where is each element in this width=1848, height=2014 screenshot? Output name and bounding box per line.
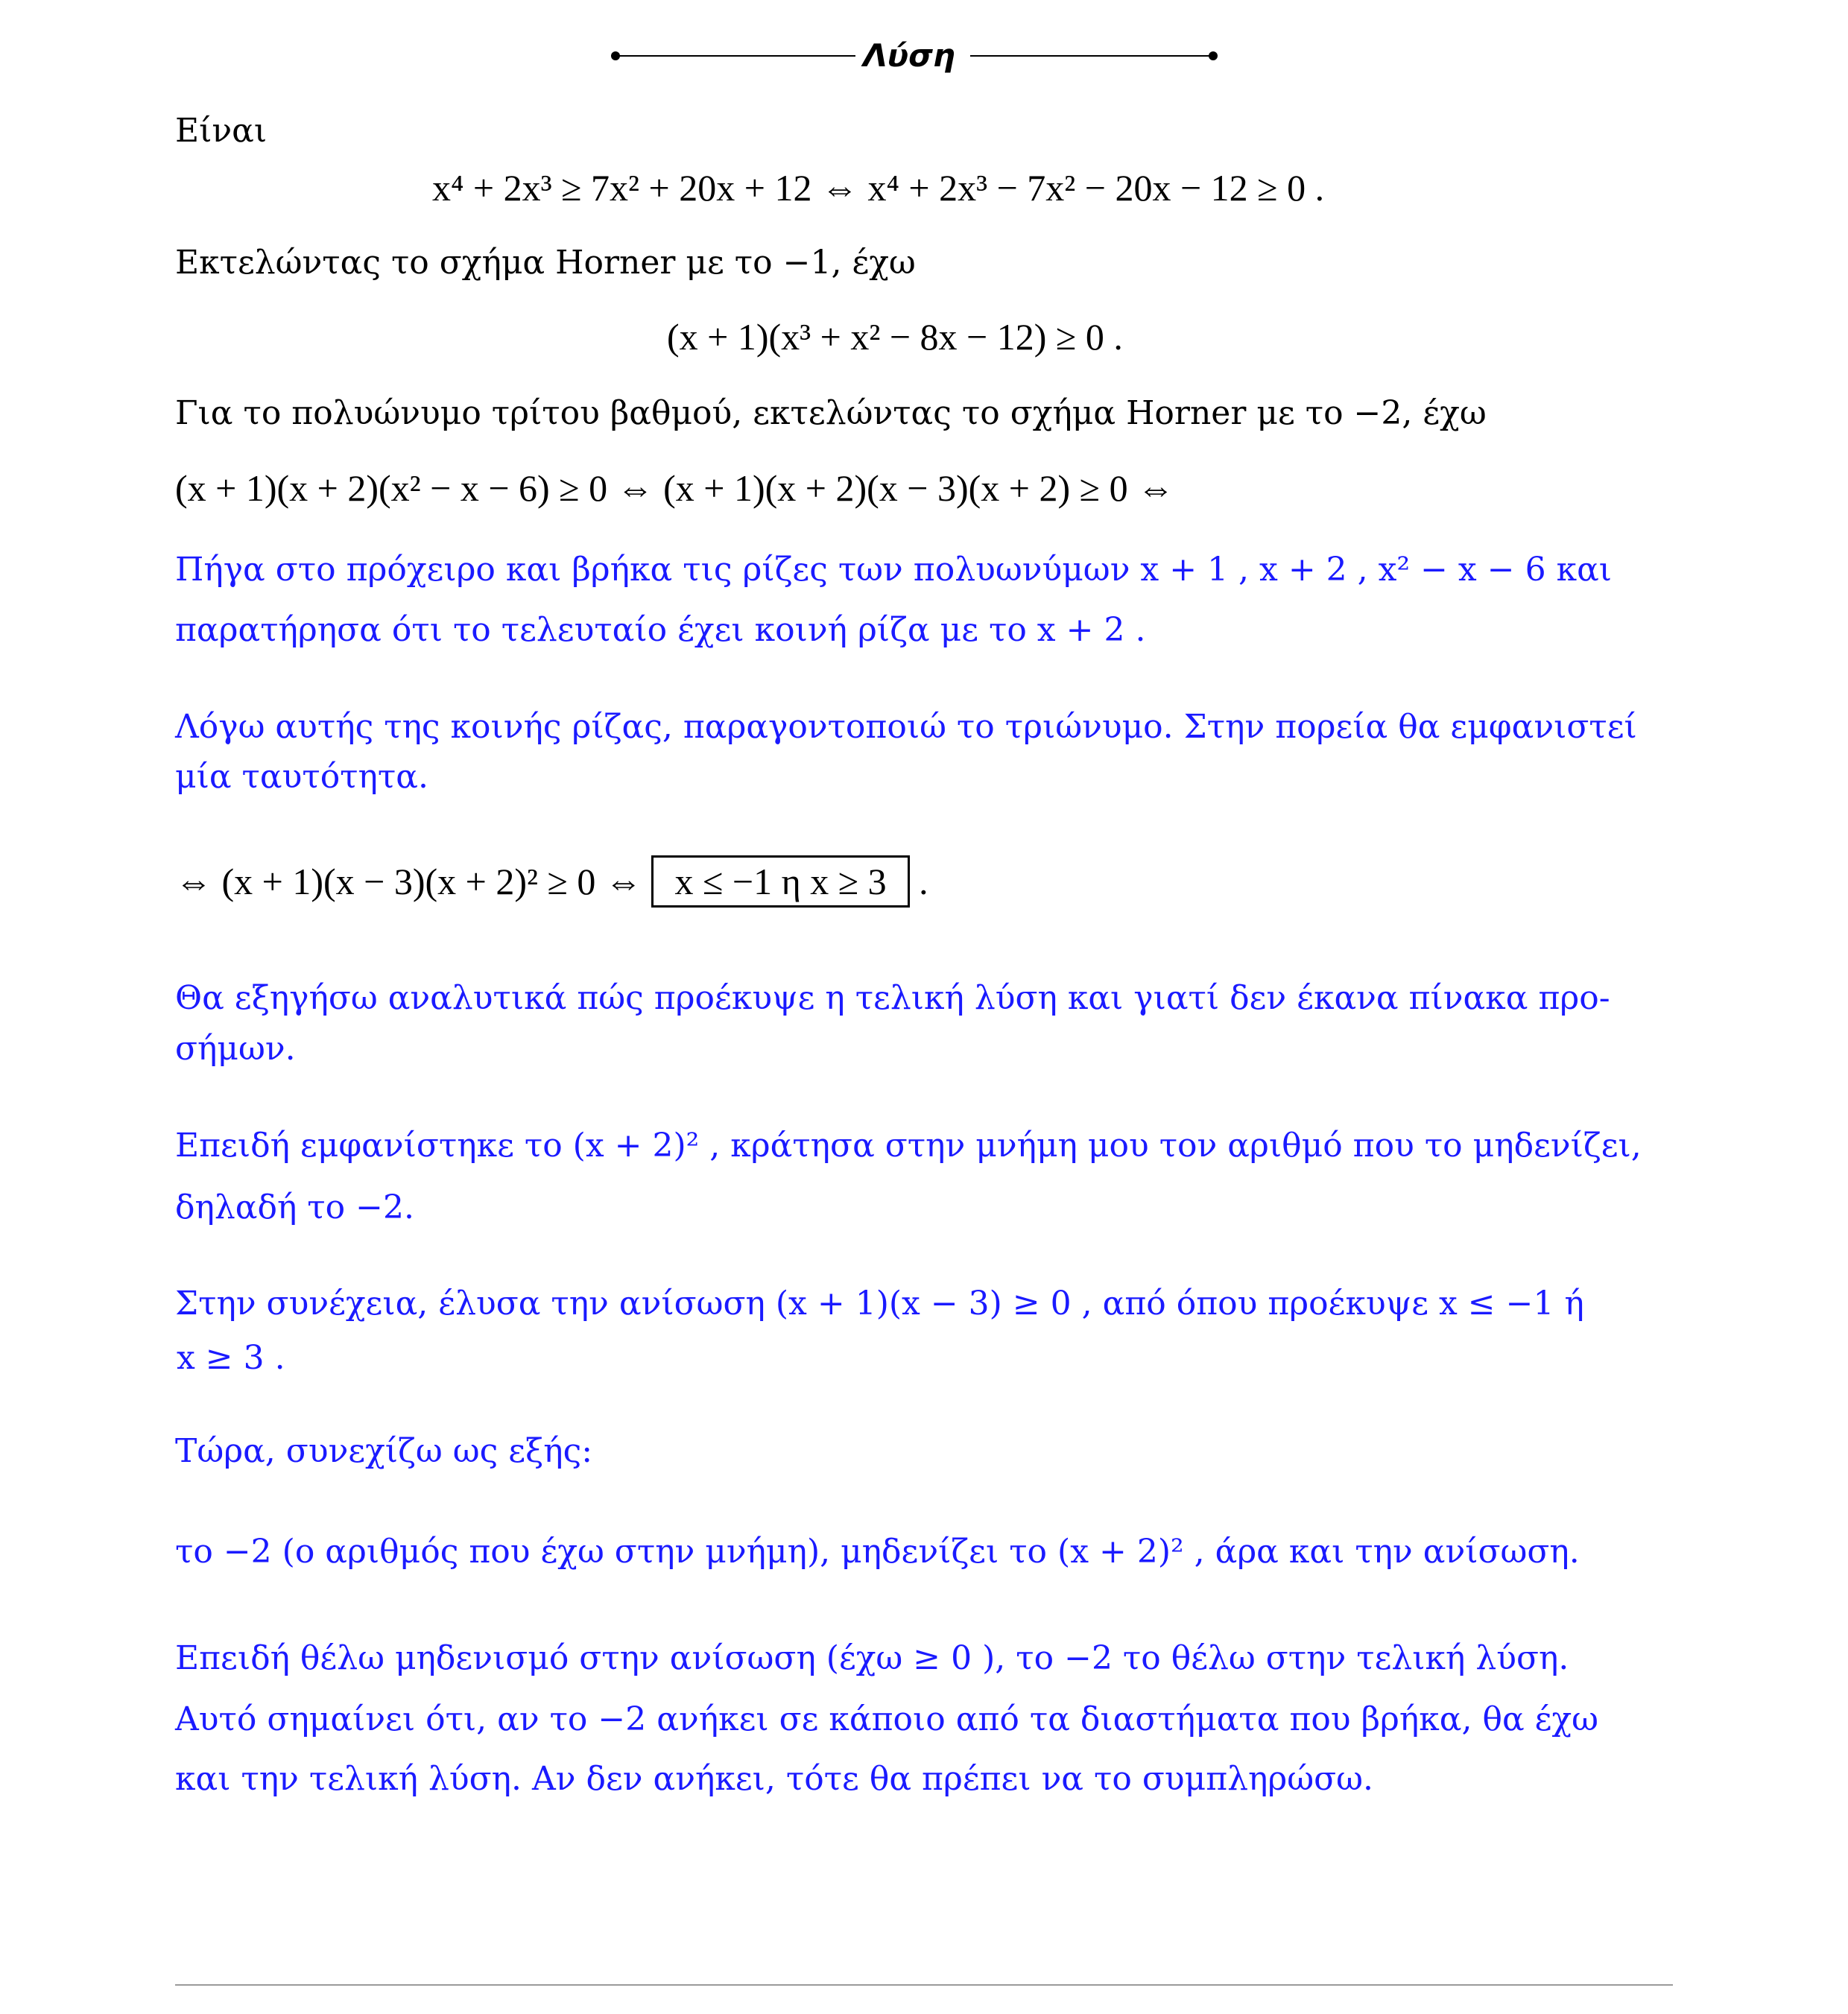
heading-title: Λύση [863, 37, 955, 74]
horner-step-1-text: Εκτελώντας το σχήμα Horner με το −1, έχω [175, 244, 916, 282]
commentary-explain-line-1: Θα εξηγήσω αναλυτικά πώς προέκυψε η τελική λύση και γιατί δεν έκανα πίνακα προ- [175, 979, 1610, 1017]
boxed-solution: x ≤ −1 η x ≥ 3 [651, 855, 909, 908]
final-equation-period: . [919, 861, 928, 902]
commentary-factor-line-2: μία ταυτότητα. [175, 758, 428, 796]
commentary-roots-line-2: παρατήρησα ότι το τελευταίο έχει κοινή ρίζα με το x + 2 . [175, 611, 1146, 649]
heading-left-rule [616, 55, 855, 57]
commentary-inequality-line-1: Στην συνέχεια, έλυσα την ανίσωση (x + 1)(x − 3) ≥ 0 , από όπου προέκυψε x ≤ −1 ή [175, 1285, 1584, 1323]
commentary-factor-line-1: Λόγω αυτής της κοινής ρίζας, παραγοντοποιώ το τριώνυμο. Στην πορεία θα εμφανιστεί [175, 708, 1637, 746]
heading-right-dot [1209, 51, 1218, 60]
commentary-root-zero: το −2 (ο αριθμός που έχω στην μνήμη), μηδενίζει το (x + 2)² , άρα και την ανίσωση. [175, 1533, 1580, 1571]
commentary-final-line-2: Αυτό σημαίνει ότι, αν το −2 ανήκει σε κάποιο από τα διαστήματα που βρήκα, θα έχω [175, 1700, 1598, 1738]
intro-text: Είναι [175, 112, 268, 150]
equation-3: (x + 1)(x + 2)(x² − x − 6) ≥ 0 ⇔ (x + 1)(x + 2)(x − 3)(x + 2) ≥ 0 ⇔ [175, 467, 1175, 509]
heading-right-rule [970, 55, 1213, 57]
commentary-square-line-2: δηλαδή το −2. [175, 1188, 414, 1226]
equation-1: x⁴ + 2x³ ≥ 7x² + 20x + 12 ⇔ x⁴ + 2x³ − 7x² − 20x − 12 ≥ 0 . [432, 167, 1325, 209]
commentary-final-line-1: Επειδή θέλω μηδενισμό στην ανίσωση (έχω ≥ 0 ), το −2 το θέλω στην τελική λύση. [175, 1639, 1569, 1677]
final-equation-lhs: ⇔ (x + 1)(x − 3)(x + 2)² ≥ 0 ⇔ [175, 861, 642, 902]
commentary-explain-line-2: σήμων. [175, 1030, 296, 1068]
commentary-inequality-line-2: x ≥ 3 . [177, 1339, 285, 1377]
horner-step-2-text: Για το πολυώνυμο τρίτου βαθμού, εκτελώντας το σχήμα Horner με το −2, έχω [175, 394, 1487, 432]
commentary-continue: Τώρα, συνεχίζω ως εξής: [175, 1432, 593, 1470]
final-equation [175, 855, 928, 908]
equation-2: (x + 1)(x³ + x² − 8x − 12) ≥ 0 . [667, 316, 1123, 358]
commentary-roots-line-1: Πήγα στο πρόχειρο και βρήκα τις ρίζες των πολυωνύμων x + 1 , x + 2 , x² − x − 6 και [175, 551, 1613, 589]
section-heading [0, 30, 1848, 82]
footer-rule [175, 1984, 1673, 1986]
commentary-square-line-1: Επειδή εμφανίστηκε το (x + 2)² , κράτησα στην μνήμη μου τον αριθμό που το μηδενίζει, [175, 1127, 1642, 1165]
commentary-final-line-3: και την τελική λύση. Αν δεν ανήκει, τότε θα πρέπει να το συμπληρώσω. [175, 1760, 1374, 1798]
